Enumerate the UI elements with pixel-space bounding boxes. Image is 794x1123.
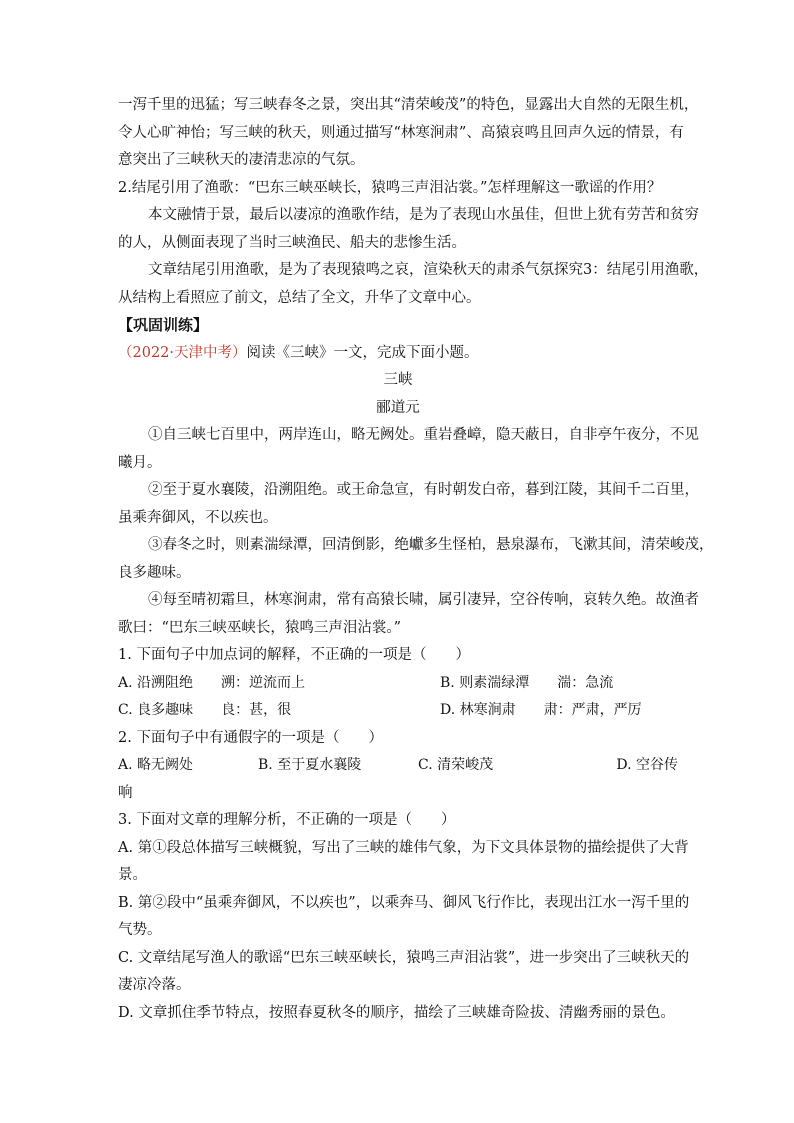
text-paragraph-4-cont: 歌曰：“巴东三峡巫峡长，猿鸣三声泪沾裳。” — [118, 619, 402, 636]
option-a: A. 第①段总体描写三峡概貌，写出了三峡的雄伟气象，为下文具体景物的描绘提供了大背 — [118, 839, 689, 856]
option-a: A. 沿溯阻绝 溯：逆流而上 — [118, 674, 306, 691]
option-a: A. 略无阙处 — [118, 757, 194, 773]
option-c: C. 文章结尾写渔人的歌谣“巴东三峡巫峡长，猿鸣三声泪沾裳”，进一步突出了三峡秋天的 — [118, 949, 690, 966]
text-paragraph-4: ④每至晴初霜旦，林寒涧肃，常有高猿长啸，属引凄异，空谷传响，哀转久绝。故渔者 — [148, 592, 699, 608]
paragraph-line: 一泻千里的迅猛；写三峡春冬之景，突出其“清荣峻茂”的特色，显露出大自然的无限生机， — [118, 97, 699, 113]
question-2-stem: 2. 下面句子中有通假字的一项是（ ） — [118, 729, 383, 746]
option-b: B. 第②段中“虽乘奔御风，不以疾也”，以乘奔马、御风飞行作比，表现出江水一泻千里的 — [118, 894, 690, 911]
text-paragraph-3: ③春冬之时，则素湍绿潭，回清倒影，绝巘多生怪柏，悬泉瀑布，飞漱其间，清荣峻茂， — [148, 537, 714, 553]
answer-line: 从结构上看照应了前文，总结了全文，升华了文章中心。 — [118, 289, 481, 306]
answer-line: 本文融情于景，最后以凄凉的渔歌作结，是为了表现山水虽佳，但世上犹有劳苦和贫穷 — [148, 207, 699, 223]
question-1-options-row — [118, 697, 678, 725]
option-c: C. 良多趣味 良：甚，很 — [118, 702, 292, 718]
answer-line: 的人，从侧面表现了当时三峡渔民、船夫的悲惨生活。 — [118, 234, 466, 251]
option-d: D. 文章抓住季节特点，按照春夏秋冬的顺序，描绘了三峡雄奇险拔、清幽秀丽的景色。 — [118, 1004, 675, 1021]
question-3-stem: 3. 下面对文章的理解分析，不正确的一项是（ ） — [118, 812, 456, 828]
answer-line: 文章结尾引用渔歌，是为了表现猿鸣之哀，渲染秋天的肃杀气氛探究3：结尾引用渔歌， — [148, 262, 709, 278]
paragraph-line: 意突出了三峡秋天的凄清悲凉的气氛。 — [118, 152, 365, 168]
section-title: 【巩固训练】 — [118, 316, 209, 334]
text-paragraph-1: ①自三峡七百里中，两岸连山，略无阙处。重岩叠嶂，隐天蔽日，自非亭午夜分，不见 — [148, 427, 699, 443]
option-a-cont: 景。 — [118, 867, 147, 883]
option-d-cont: 响 — [118, 784, 133, 801]
option-c: C. 清荣峻茂 — [418, 757, 494, 773]
question-1-stem: 1. 下面句子中加点词的解释，不正确的一项是（ ） — [118, 647, 470, 663]
intro-text: 阅读《三峡》一文，完成下面小题。 — [246, 344, 479, 361]
text-paragraph-3-cont: 良多趣味。 — [118, 564, 191, 581]
document-page — [118, 92, 714, 1027]
paragraph-line: 令人心旷神怡；写三峡的秋天，则通过描写“林寒涧肃”、高猿哀鸣且回声久远的情景，有 — [118, 124, 684, 141]
option-b-cont: 气势。 — [118, 922, 162, 938]
text-paragraph-2-cont: 虽乘奔御风，不以疾也。 — [118, 509, 278, 526]
option-b: B. 则素湍绿潭 湍：急流 — [440, 674, 614, 691]
poem-author: 郦道元 — [376, 399, 420, 416]
exercise-intro — [118, 340, 678, 368]
text-paragraph-1-cont: 曦月。 — [118, 454, 162, 471]
poem-title: 三峡 — [383, 372, 413, 388]
source-tag: （2022·天津中考） — [118, 344, 247, 361]
question-2-title: 2.结尾引用了渔歌：“巴东三峡巫峡长，猿鸣三声泪沾裳。”怎样理解这一歌谣的作用？ — [118, 179, 662, 196]
option-d: D. 空谷传 — [616, 757, 678, 773]
option-c-cont: 凄凉冷落。 — [118, 977, 191, 993]
text-paragraph-2: ②至于夏水襄陵，沿溯阻绝。或王命急宣，有时朝发白帝，暮到江陵，其间千二百里， — [148, 482, 699, 498]
question-2-options-row — [118, 752, 678, 780]
option-b: B. 至于夏水襄陵 — [258, 757, 362, 773]
question-1-options-row — [118, 670, 678, 698]
option-d: D. 林寒涧肃 肃：严肃，严厉 — [440, 702, 642, 718]
